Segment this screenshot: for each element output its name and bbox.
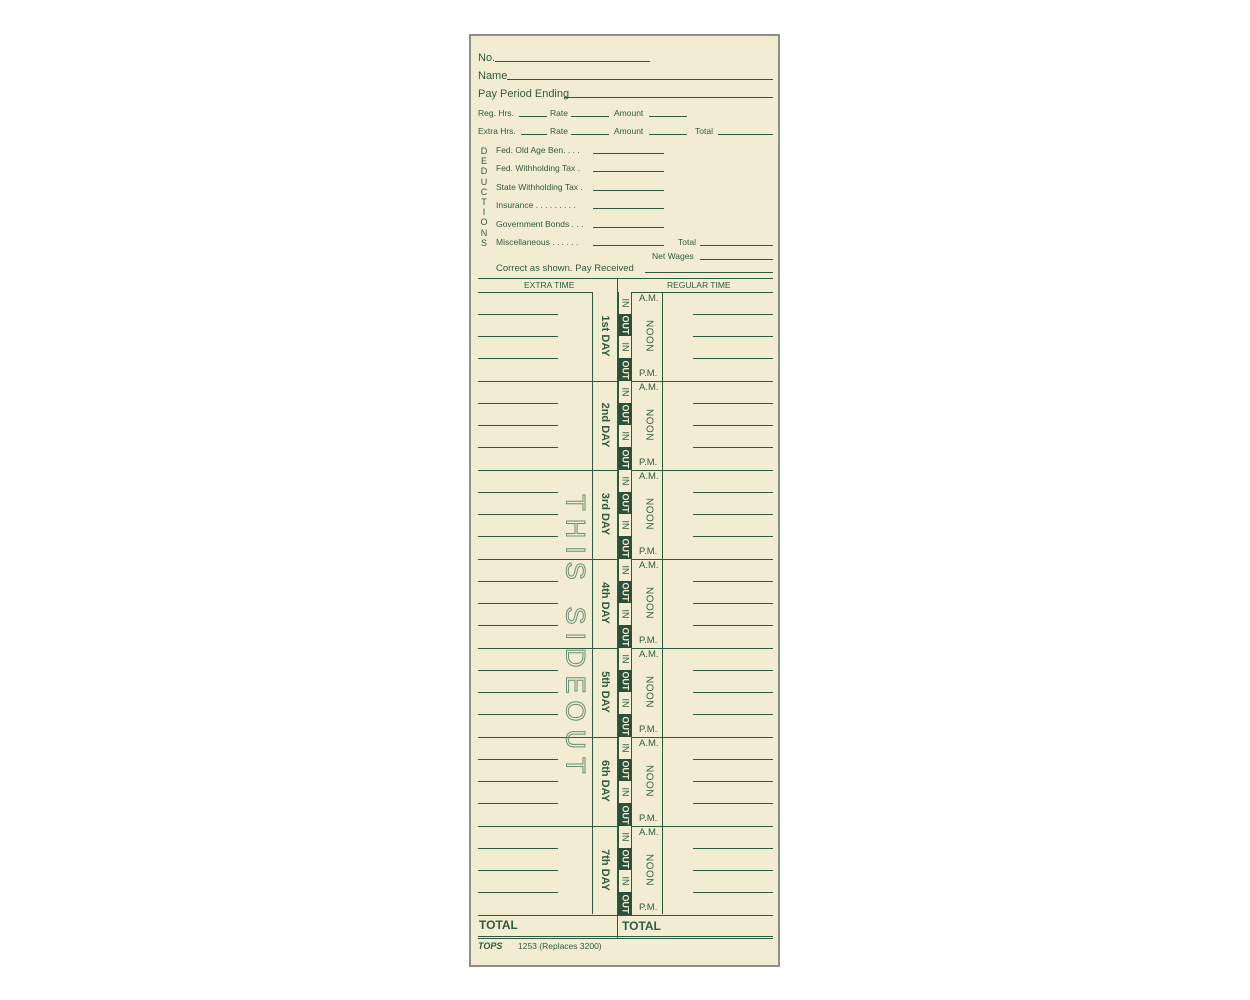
extra-time-line <box>478 670 558 671</box>
extra-time-line <box>478 848 558 849</box>
time-card: No. Name Pay Period Ending Reg. Hrs. Rate Amount Extra Hrs. Rate Amount Total D E D U C T I O N S Fed. Old Age Ben. . . . Fed. Withholding Tax . State Withholding Tax . Insurance . . . . . . . . . Government Bonds . . . Miscellaneous . . . . . . Total Net Wages Correct as shown. Pay Received EXTRA TIME REGULAR TIME 1st DAY IN OUT IN OUT A.M. P.M. NOON 2nd DAY IN OUT IN OUT A.M. P.M. NOON 3rd DAY IN OUT IN OUT A.M. P.M. NOON 4th DAY IN OUT IN OUT A.M. P.M. NOON 5th DAY IN OUT IN OUT A.M. P.M. NOON 6th DAY IN OUT IN OUT A.M. P.M. NOON 7th DAY IN OUT IN OUT A.M. P.M. NOON THIS SIDE OUT TOTAL TOTAL TOPS 1253 (Replaces 3200) <box>469 34 780 967</box>
extra-time-line <box>478 447 558 448</box>
extra-amount-line <box>649 134 687 135</box>
net-wages-line <box>700 259 773 260</box>
am-label: A.M. <box>639 382 659 393</box>
punch-out-cell: OUT <box>618 625 632 648</box>
total-right-label: TOTAL <box>622 919 661 933</box>
punch-in-cell: IN <box>618 470 632 492</box>
extra-time-line <box>478 514 558 515</box>
pm-label: P.M. <box>639 368 658 379</box>
deductions-vertical-label: D E D U C T I O N S <box>480 146 488 248</box>
regular-time-line <box>693 492 773 493</box>
am-label: A.M. <box>639 560 659 571</box>
pay-period-line <box>564 97 773 98</box>
deduction-item: Insurance . . . . . . . . . <box>496 200 576 210</box>
pm-label: P.M. <box>639 724 658 735</box>
form-number: 1253 (Replaces 3200) <box>518 941 602 951</box>
reg-amount-label: Amount <box>614 108 644 118</box>
extra-header-rule <box>478 292 592 293</box>
regular-time-line <box>693 803 773 804</box>
punch-out-cell: OUT <box>618 670 632 692</box>
extra-total-line <box>718 134 773 135</box>
extra-time-line <box>478 625 558 626</box>
pm-label: P.M. <box>639 546 658 557</box>
extra-time-line <box>478 336 558 337</box>
punch-out-cell: OUT <box>618 759 632 781</box>
punch-in-cell: IN <box>618 692 632 714</box>
extra-time-line <box>478 403 558 404</box>
tops-logo: TOPS <box>478 941 503 951</box>
extra-time-line <box>478 892 558 893</box>
regular-time-line <box>693 536 773 537</box>
extra-rate-line <box>571 134 609 135</box>
received-line <box>645 272 773 273</box>
no-line <box>495 61 650 62</box>
deductions-total-line <box>700 245 773 246</box>
regular-time-line <box>693 692 773 693</box>
regular-time-line <box>693 603 773 604</box>
punch-out-cell: OUT <box>618 447 632 470</box>
deduction-line <box>593 190 664 191</box>
punch-in-cell: IN <box>618 559 632 581</box>
extra-total-label: Total <box>695 126 713 136</box>
extra-hrs-label: Extra Hrs. <box>478 126 516 136</box>
pay-period-label: Pay Period Ending <box>478 88 570 100</box>
extra-time-line <box>478 803 558 804</box>
am-label: A.M. <box>639 827 659 838</box>
regular-time-line <box>693 670 773 671</box>
deduction-line <box>593 208 664 209</box>
regular-time-line <box>693 358 773 359</box>
regular-time-line <box>693 425 773 426</box>
punch-out-cell: OUT <box>618 714 632 737</box>
regular-time-line <box>693 848 773 849</box>
punch-in-cell: IN <box>618 381 632 403</box>
punch-out-cell: OUT <box>618 403 632 425</box>
pm-label: P.M. <box>639 457 658 468</box>
punch-in-cell: IN <box>618 781 632 803</box>
regular-time-line <box>693 336 773 337</box>
regular-time-line <box>693 759 773 760</box>
extra-time-line <box>478 603 558 604</box>
am-label: A.M. <box>639 738 659 749</box>
punch-out-cell: OUT <box>618 314 632 336</box>
punch-in-cell: IN <box>618 870 632 892</box>
punch-in-cell: IN <box>618 425 632 447</box>
regular-time-line <box>693 314 773 315</box>
deduction-item: Government Bonds . . . <box>496 219 584 229</box>
no-label: No. <box>478 52 496 64</box>
received-label: Correct as shown. Pay Received <box>496 263 634 274</box>
punch-out-cell: OUT <box>618 581 632 603</box>
punch-out-cell: OUT <box>618 803 632 826</box>
extra-time-line <box>478 358 558 359</box>
regular-time-header: REGULAR TIME <box>667 280 731 290</box>
pm-label: P.M. <box>639 813 658 824</box>
regular-time-line <box>693 581 773 582</box>
footer-rule-2 <box>478 938 773 939</box>
regular-time-line <box>693 447 773 448</box>
regular-column-divider <box>662 292 663 914</box>
regular-time-line <box>693 625 773 626</box>
regular-time-line <box>693 514 773 515</box>
reg-amount-line <box>649 116 687 117</box>
regular-time-line <box>693 403 773 404</box>
punch-in-cell: IN <box>618 603 632 625</box>
extra-time-line <box>478 425 558 426</box>
net-wages-label: Net Wages <box>652 251 694 261</box>
extra-rate-label: Rate <box>550 126 568 136</box>
extra-time-line <box>478 870 558 871</box>
reg-hrs-label: Reg. Hrs. <box>478 108 514 118</box>
punch-in-cell: IN <box>618 826 632 848</box>
extra-column-divider <box>592 292 593 914</box>
punch-in-cell: IN <box>618 648 632 670</box>
deduction-line <box>593 227 664 228</box>
regular-time-line <box>693 714 773 715</box>
deduction-line <box>593 171 664 172</box>
extra-time-line <box>478 314 558 315</box>
name-line <box>507 79 773 80</box>
regular-time-line <box>693 870 773 871</box>
extra-time-line <box>478 492 558 493</box>
regular-time-line <box>693 892 773 893</box>
pm-label: P.M. <box>639 902 658 913</box>
punch-out-cell: OUT <box>618 492 632 514</box>
extra-time-line <box>478 759 558 760</box>
deduction-item: Fed. Withholding Tax . <box>496 163 580 173</box>
regular-time-line <box>693 781 773 782</box>
punch-out-cell: OUT <box>618 848 632 870</box>
punch-in-cell: IN <box>618 737 632 759</box>
deduction-line <box>593 245 664 246</box>
am-label: A.M. <box>639 293 659 304</box>
reg-rate-label: Rate <box>550 108 568 118</box>
day-row-rule <box>478 915 773 916</box>
reg-rate-line <box>571 116 609 117</box>
total-left-label: TOTAL <box>479 918 518 932</box>
extra-time-header: EXTRA TIME <box>524 280 575 290</box>
deduction-item: Miscellaneous . . . . . . <box>496 237 579 247</box>
deduction-item: State Withholding Tax . <box>496 182 583 192</box>
footer-rule <box>478 936 773 937</box>
pm-label: P.M. <box>639 635 658 646</box>
reg-hrs-line <box>519 116 547 117</box>
extra-hrs-line <box>521 134 547 135</box>
punch-out-cell: OUT <box>618 892 632 915</box>
name-label: Name <box>478 70 508 82</box>
extra-time-line <box>478 692 558 693</box>
am-label: A.M. <box>639 649 659 660</box>
punch-out-cell: OUT <box>618 358 632 381</box>
deductions-total-label: Total <box>678 237 696 247</box>
am-label: A.M. <box>639 471 659 482</box>
deduction-line <box>593 153 664 154</box>
extra-amount-label: Amount <box>614 126 644 136</box>
deduction-item: Fed. Old Age Ben. . . . <box>496 145 580 155</box>
punch-in-cell: IN <box>618 336 632 358</box>
punch-in-cell: IN <box>618 292 632 314</box>
extra-time-line <box>478 781 558 782</box>
extra-time-line <box>478 536 558 537</box>
punch-out-cell: OUT <box>618 536 632 559</box>
header-top-rule <box>478 278 773 279</box>
extra-time-line <box>478 714 558 715</box>
punch-in-cell: IN <box>618 514 632 536</box>
extra-time-line <box>478 581 558 582</box>
